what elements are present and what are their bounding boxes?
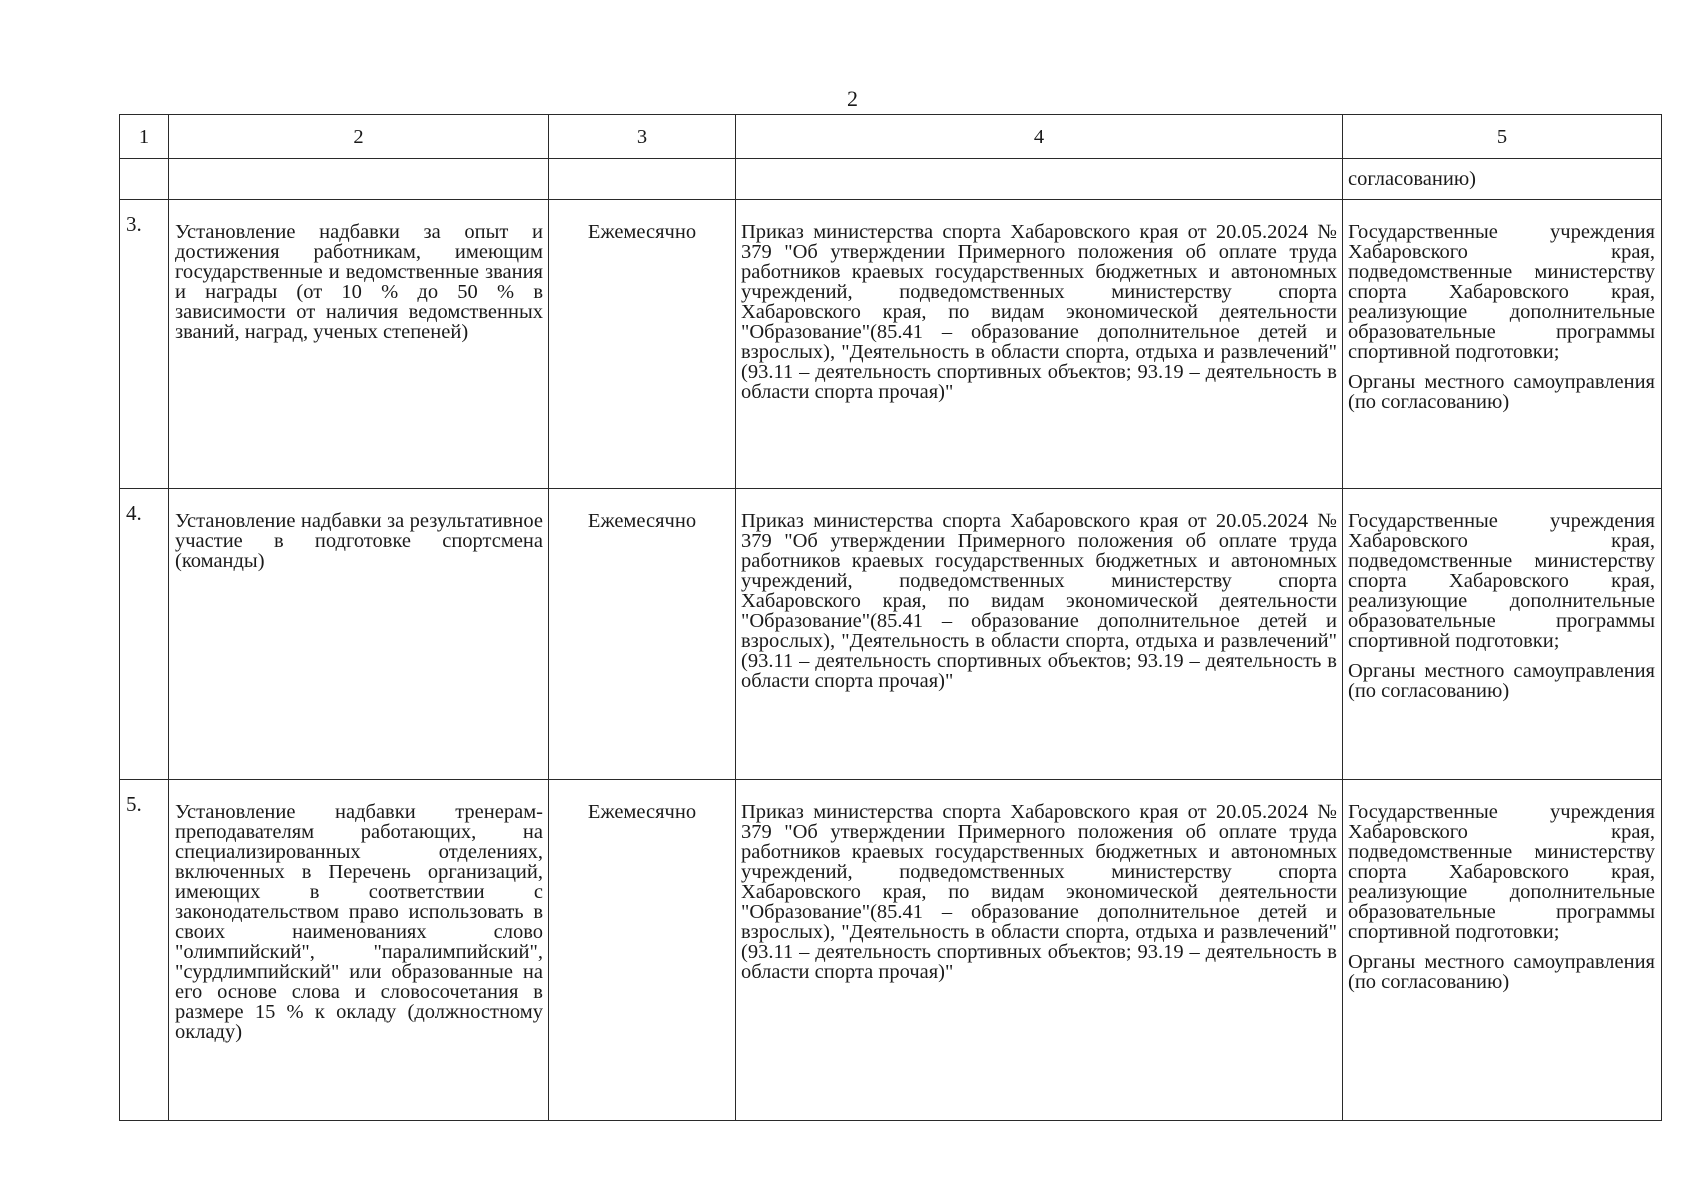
description-cell (169, 200, 549, 489)
executors-cell (1343, 489, 1662, 780)
row-executors: Государственные учреждения Хабаровского края, подведомственные министерству спорта Хабаровского края, реализующие дополнительные образовательные программы спортивной подготовки; (1348, 510, 1655, 652)
row-basis: Приказ министерства спорта Хабаровского края от 20.05.2024 № 379 "Об утверждении Примерного положения об оплате труда работников краевых государственных бюджетных и автономных учреждений, подведомственных министерству спорта Хабаровского края, по видам экономической деятельности "Образование"(85.41 – образование дополнительное детей и взрослых), "Деятельность в области спорта, отдыха и развлечений" (93.11 – деятельность спортивных объектов; 93.19 – деятельность в области спорта прочая)" (741, 801, 1337, 983)
row-executors: Государственные учреждения Хабаровского края, подведомственные министерству спорта Хабаровского края, реализующие дополнительные образовательные программы спортивной подготовки; (1348, 221, 1655, 363)
row-executors-local: Органы местного самоуправления (по согласованию) (1348, 951, 1655, 993)
header-col-3: 3 (549, 115, 736, 159)
row-basis: Приказ министерства спорта Хабаровского края от 20.05.2024 № 379 "Об утверждении Примерного положения об оплате труда работников краевых государственных бюджетных и автономных учреждений, подведомственных министерству спорта Хабаровского края, по видам экономической деятельности "Образование"(85.41 – образование дополнительное детей и взрослых), "Деятельность в области спорта, отдыха и развлечений" (93.11 – деятельность спортивных объектов; 93.19 – деятельность в области спорта прочая)" (741, 221, 1337, 403)
row-number-cell (120, 489, 169, 780)
row-executors: Государственные учреждения Хабаровского края, подведомственные министерству спорта Хабаровского края, реализующие дополнительные образовательные программы спортивной подготовки; (1348, 801, 1655, 943)
row-description: Установление надбавки за опыт и достижения работникам, имеющим государственные и ведомственные звания и награды (от 10 % до 50 % в зависимости от наличия ведомственных званий, наград, ученых степеней) (175, 221, 543, 343)
table-header-row (120, 115, 1662, 159)
header-col-1: 1 (120, 115, 169, 159)
basis-cell (736, 200, 1343, 489)
description-cell (169, 489, 549, 780)
cont-cell-5 (1343, 159, 1662, 200)
row-number: 4. (126, 501, 142, 525)
cont-cell-3 (549, 159, 736, 200)
header-col-2: 2 (169, 115, 549, 159)
row-executors-local: Органы местного самоуправления (по согласованию) (1348, 371, 1655, 413)
row-periodicity: Ежемесячно (587, 510, 697, 532)
table-row (120, 489, 1662, 780)
continuation-text: согласованию) (1348, 168, 1476, 190)
cont-cell-1 (120, 159, 169, 200)
table-row (120, 200, 1662, 489)
measures-table (119, 114, 1662, 1121)
page-number: 2 (847, 86, 858, 111)
row-periodicity: Ежемесячно (587, 801, 697, 823)
description-cell (169, 780, 549, 1121)
row-number: 5. (126, 792, 142, 816)
periodicity-cell (549, 200, 736, 489)
row-executors-local: Органы местного самоуправления (по согласованию) (1348, 660, 1655, 702)
row-description: Установление надбавки тренерам-преподавателям работающих, на специализированных отделениях, включенных в Перечень организаций, имеющих в соответствии с законодательством право использовать в своих наименованиях слово "олимпийский", "паралимпийский", "сурдлимпийский" или образованные на его основе слова и словосочетания в размере 15 % к окладу (должностному окладу) (175, 801, 543, 1043)
cont-cell-2 (169, 159, 549, 200)
header-col-4: 4 (736, 115, 1343, 159)
continuation-row (120, 159, 1662, 200)
row-basis: Приказ министерства спорта Хабаровского края от 20.05.2024 № 379 "Об утверждении Примерного положения об оплате труда работников краевых государственных бюджетных и автономных учреждений, подведомственных министерству спорта Хабаровского края, по видам экономической деятельности "Образование"(85.41 – образование дополнительное детей и взрослых), "Деятельность в области спорта, отдыха и развлечений" (93.11 – деятельность спортивных объектов; 93.19 – деятельность в области спорта прочая)" (741, 510, 1337, 692)
cont-cell-4 (736, 159, 1343, 200)
row-description: Установление надбавки за результативное участие в подготовке спортсмена (команды) (175, 510, 543, 572)
row-number: 3. (126, 212, 142, 236)
basis-cell (736, 780, 1343, 1121)
basis-cell (736, 489, 1343, 780)
header-col-5: 5 (1343, 115, 1662, 159)
executors-cell (1343, 200, 1662, 489)
row-periodicity: Ежемесячно (587, 221, 697, 243)
table-row (120, 780, 1662, 1121)
periodicity-cell (549, 780, 736, 1121)
row-number-cell (120, 200, 169, 489)
executors-cell (1343, 780, 1662, 1121)
periodicity-cell (549, 489, 736, 780)
row-number-cell (120, 780, 169, 1121)
